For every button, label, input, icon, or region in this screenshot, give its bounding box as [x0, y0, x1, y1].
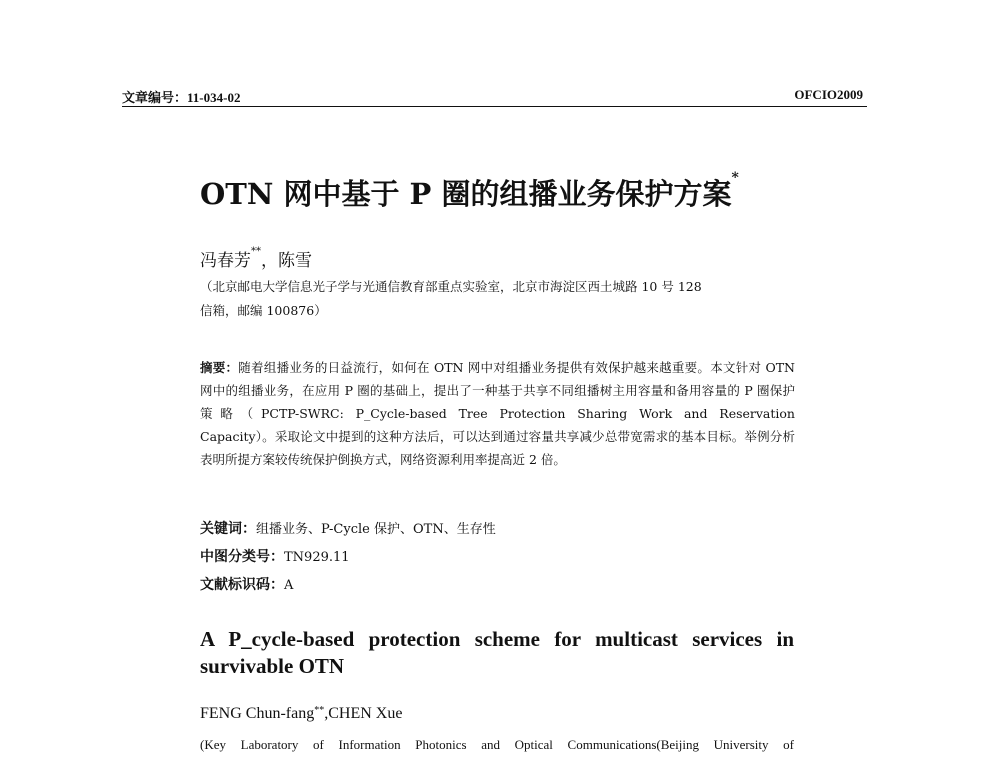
- title-footnote-mark: *: [731, 170, 739, 186]
- keywords: [200, 518, 496, 538]
- english-authors: [200, 705, 402, 723]
- abstract: [200, 356, 795, 471]
- english-affiliation: (Key Laboratory of Information Photonics and Optical Communications(Beijing University of: [200, 737, 794, 752]
- affiliation-line-1: （北京邮电大学信息光子学与光通信教育部重点实验室，北京市海淀区西土城路 10 号 128: [200, 279, 702, 294]
- keywords-value: 组播业务、P-Cycle 保护、OTN、生存性: [256, 522, 496, 537]
- document-code-label: 文献标识码：: [200, 577, 284, 593]
- affiliation: [200, 275, 795, 323]
- paper-title: [200, 172, 840, 213]
- english-author-1-mark: **: [314, 705, 325, 716]
- classification-number: [200, 546, 350, 566]
- article-number-value: 11-034-02: [187, 90, 241, 105]
- author-1: 冯春芳: [200, 251, 251, 271]
- author-separator: ，: [261, 251, 278, 271]
- english-title: A P_cycle-based protection scheme for multicast services in survivable OTN: [200, 627, 794, 678]
- abstract-label: 摘要：: [200, 360, 239, 375]
- classification-value: TN929.11: [284, 550, 350, 565]
- affiliation-line-2: 信箱，邮编 100876）: [200, 303, 327, 318]
- document-code-value: A: [284, 578, 294, 593]
- english-author-1: FENG Chun-fang: [200, 705, 315, 722]
- paper-title-text: OTN 网中基于 P 圈的组播业务保护方案: [200, 177, 732, 211]
- document-code: [200, 574, 293, 594]
- author-2: 陈雪: [278, 251, 312, 271]
- english-author-2: ,CHEN Xue: [324, 705, 403, 722]
- conference-code: OFCIO2009: [794, 87, 863, 102]
- keywords-label: 关键词：: [200, 521, 256, 537]
- author-list: [200, 246, 312, 271]
- article-number-label: 文章编号：: [122, 91, 188, 106]
- article-number: [122, 87, 240, 106]
- abstract-text: 随着组播业务的日益流行，如何在 OTN 网中对组播业务提供有效保护越来越重要。本文针对 OTN 网中的组播业务，在应用 P 圈的基础上，提出了一种基于共享不同组播树主用容量和备用容量的 P 圈保护策略（PCTP-SWRC: P_Cycle-based Tree Protection Sharing Work and Reservation Capacity）。采取论文中提到的这种方法后，可以达到通过容量共享减少总带宽需求的基本目标。举例分析表明所提方案较传统保护倒换方式，网络资源利用率提高近 2 倍。: [200, 360, 795, 467]
- classification-label: 中图分类号：: [200, 549, 284, 565]
- running-header: [122, 84, 867, 107]
- author-1-mark: **: [251, 246, 261, 257]
